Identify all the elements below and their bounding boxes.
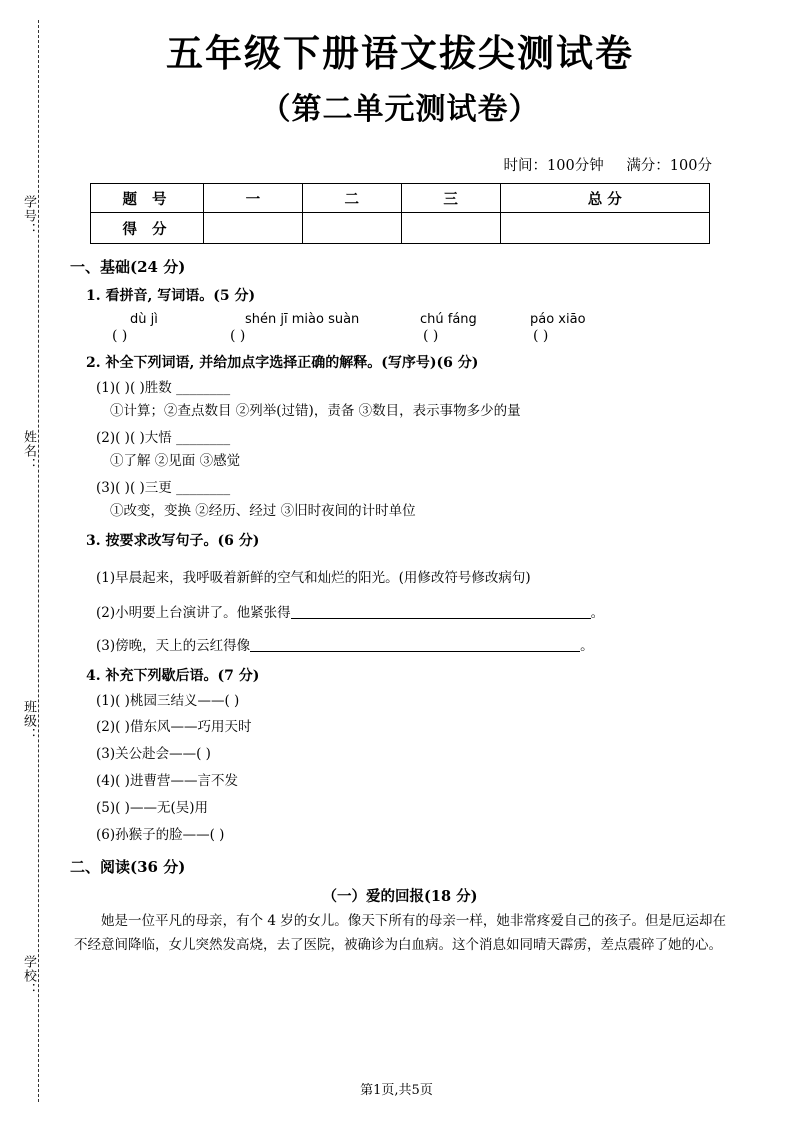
- side-label-name: 姓名：: [21, 430, 36, 472]
- table-row: [91, 213, 710, 244]
- question-2-label: 2. 补全下列词语, 并给加点字选择正确的解释。(写序号)(6 分): [86, 355, 479, 372]
- question-2-stem-1: (1)( )( )胜数: [96, 380, 172, 397]
- reading-passage-title: （一）爱的回报(18 分): [322, 888, 478, 906]
- exam-total: 满分：100分: [626, 158, 712, 175]
- section-heading-basics: 一、基础(24 分): [70, 258, 186, 277]
- answer-bracket-4[interactable]: ( ): [533, 328, 549, 345]
- question-3-item-3[interactable]: (3)傍晚，天上的云红得像 。: [96, 637, 594, 654]
- question-2-blank-3[interactable]: ________: [176, 479, 231, 496]
- question-2-blank-1[interactable]: ________: [176, 380, 231, 397]
- question-3-item-2[interactable]: (2)小明要上台演讲了。他紧张得 。: [96, 604, 605, 621]
- score-header-2: 二: [302, 184, 401, 213]
- question-3-item-1[interactable]: (1)早晨起来，我呼吸着新鲜的空气和灿烂的阳光。(用修改符号修改病句): [96, 569, 531, 586]
- page-footer: 第1页,共5页: [360, 1083, 433, 1098]
- score-cell-2[interactable]: [302, 213, 401, 244]
- pinyin-2: shén jī miào suàn: [245, 312, 360, 328]
- question-2-item-1[interactable]: [96, 378, 730, 399]
- question-4-item-3[interactable]: (3)关公赴会——( ): [96, 746, 211, 763]
- question-2-options-3: ①改变，变换 ②经历、经过 ③旧时夜间的计时单位: [110, 502, 416, 519]
- score-header-total: 总 分: [500, 184, 709, 213]
- question-4-label: 4. 补充下列歇后语。(7 分): [86, 667, 260, 684]
- exam-time: 时间：100分钟: [503, 158, 604, 175]
- question-2-item-3[interactable]: [96, 478, 730, 499]
- score-row-label: 得 分: [91, 213, 204, 244]
- score-cell-total[interactable]: [500, 213, 709, 244]
- question-2-item-2[interactable]: [96, 428, 730, 449]
- pinyin-1: dù jì: [130, 312, 158, 328]
- score-cell-3[interactable]: [401, 213, 500, 244]
- question-1-answer-brackets: [112, 328, 730, 344]
- question-3-label: 3. 按要求改写句子。(6 分): [86, 532, 260, 549]
- question-2-stem-2: (2)( )( )大悟: [96, 430, 172, 447]
- score-table: [90, 183, 710, 244]
- question-4-item-6[interactable]: (6)孙猴子的脸——( ): [96, 827, 225, 844]
- question-1-label: 1. 看拼音, 写词语。(5 分): [86, 288, 256, 305]
- page-subtitle: （第二单元测试卷）: [260, 92, 540, 128]
- score-header-1: 一: [204, 184, 303, 213]
- side-label-school: 学校：: [21, 955, 36, 997]
- answer-bracket-2[interactable]: ( ): [230, 328, 246, 345]
- table-row: [91, 184, 710, 213]
- question-2-options-1: ①计算；②查点数目 ②列举(过错)，责备 ③数目，表示事物多少的量: [110, 403, 521, 420]
- side-label-class: 班级：: [21, 700, 36, 742]
- question-1-pinyin: [130, 312, 730, 327]
- question-2-options-2: ①了解 ②见面 ③感觉: [110, 453, 241, 470]
- question-2-blank-2[interactable]: ________: [176, 430, 231, 447]
- answer-bracket-3[interactable]: ( ): [423, 328, 439, 345]
- score-cell-1[interactable]: [204, 213, 303, 244]
- pinyin-4: páo xiāo: [530, 312, 586, 328]
- question-4-item-4[interactable]: (4)( )进曹营——言不发: [96, 773, 238, 790]
- question-3-stem-3: (3)傍晚，天上的云红得像: [96, 637, 251, 654]
- page-title: 五年级下册语文拔尖测试卷: [166, 31, 634, 75]
- question-2-stem-3: (3)( )( )三更: [96, 479, 172, 496]
- side-margin-labels: [14, 0, 38, 1122]
- answer-bracket-1[interactable]: ( ): [112, 328, 128, 345]
- score-header-label: 题 号: [91, 184, 204, 213]
- fold-line: [38, 20, 39, 1102]
- side-label-student-id: 学号：: [21, 195, 36, 237]
- exam-page: [70, 0, 730, 1122]
- question-3-stem-2: (2)小明要上台演讲了。他紧张得: [96, 604, 291, 621]
- pinyin-3: chú fáng: [420, 312, 477, 328]
- question-4-item-1[interactable]: (1)( )桃园三结义——( ): [96, 692, 240, 709]
- section-heading-reading: 二、阅读(36 分): [70, 858, 186, 877]
- question-4-item-2[interactable]: (2)( )借东风——巧用天时: [96, 719, 252, 736]
- reading-passage-paragraph: 她是一位平凡的母亲，有个 4 岁的女儿。像天下所有的母亲一样，她非常疼爱自己的孩子。但是厄运却在不经意间降临，女儿突然发高烧，去了医院，被确诊为白血病。这个消息如同晴天霹雳，差点震碎了她的心。: [74, 913, 726, 953]
- question-4-item-5[interactable]: (5)( )——无(吴)用: [96, 800, 208, 817]
- score-header-3: 三: [401, 184, 500, 213]
- exam-meta: [70, 154, 730, 175]
